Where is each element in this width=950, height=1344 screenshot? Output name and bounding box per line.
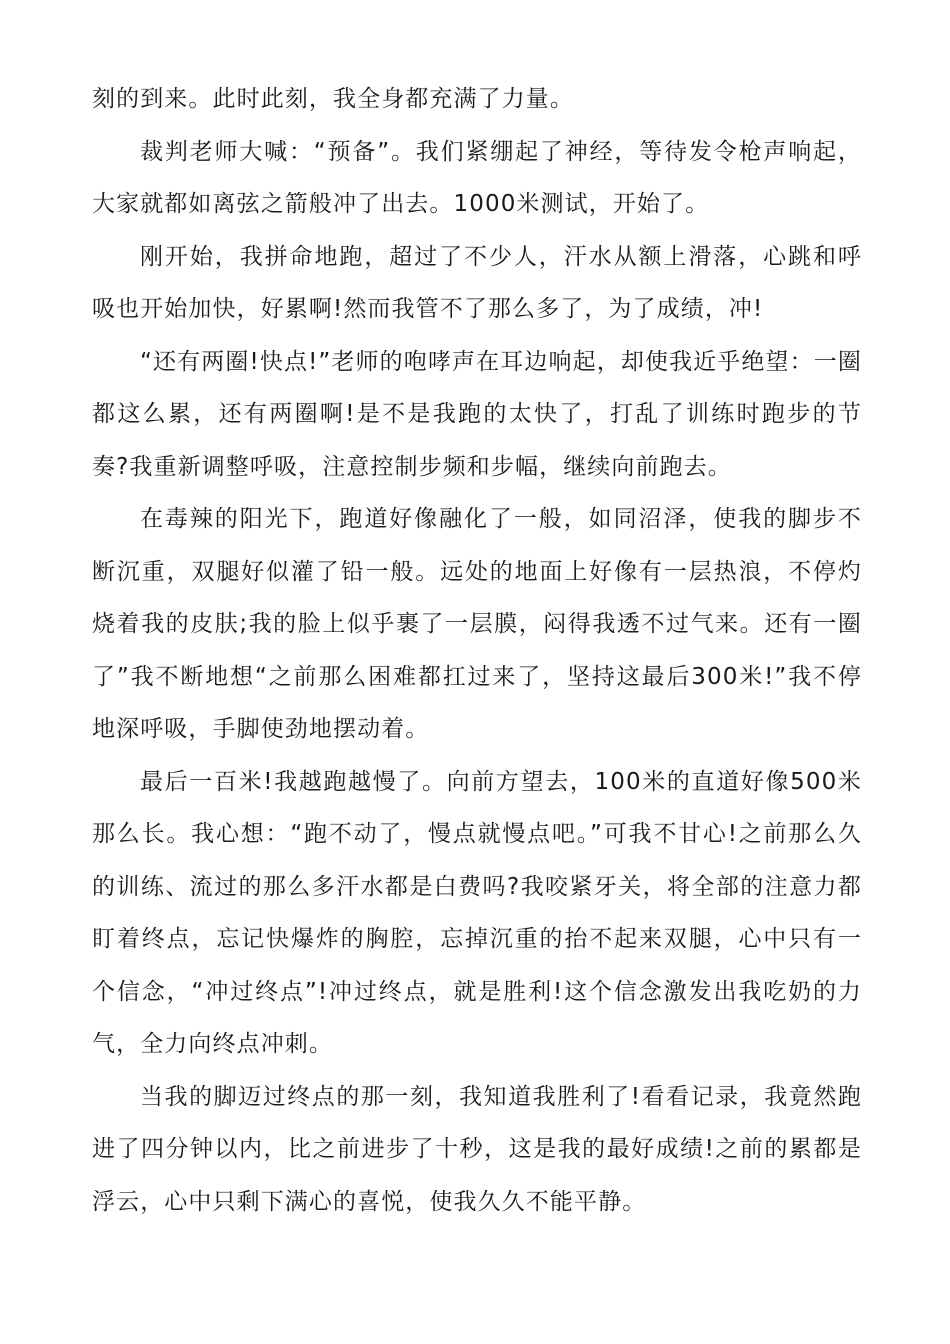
paragraph-3: 刚开始，我拼命地跑，超过了不少人，汗水从额上滑落，心跳和呼吸也开始加快，好累啊!然而我管不了那么多了，为了成绩，冲! <box>92 243 862 322</box>
paragraph-2: 裁判老师大喊：“预备”。我们紧绷起了神经，等待发令枪声响起，大家就都如离弦之箭般冲了出去。1000米测试，开始了。 <box>92 138 862 217</box>
paragraph-1: 刻的到来。此时此刻，我全身都充满了力量。 <box>92 86 574 112</box>
paragraph-4: “还有两圈!快点!”老师的咆哮声在耳边响起，却使我近乎绝望：一圈都这么累，还有两圈啊!是不是我跑的太快了，打乱了训练时跑步的节奏?我重新调整呼吸，注意控制步频和步幅，继续向前跑去。 <box>92 348 862 480</box>
paragraph-7: 当我的脚迈过终点的那一刻，我知道我胜利了!看看记录，我竟然跑进了四分钟以内，比之前进步了十秒，这是我的最好成绩!之前的累都是浮云，心中只剩下满心的喜悦，使我久久不能平静。 <box>92 1083 862 1215</box>
paragraph-5: 在毒辣的阳光下，跑道好像融化了一般，如同沼泽，使我的脚步不断沉重，双腿好似灌了铅一般。远处的地面上好像有一层热浪，不停灼烧着我的皮肤;我的脸上似乎裹了一层膜，闷得我透不过气来。还有一圈了”我不断地想“之前那么困难都扛过来了，坚持这最后300米!”我不停地深呼吸，手脚使劲地摆动着。 <box>92 506 862 742</box>
paragraph-6: 最后一百米!我越跑越慢了。向前方望去，100米的直道好像500米那么长。我心想：“跑不动了，慢点就慢点吧。”可我不甘心!之前那么久的训练、流过的那么多汗水都是白费吗?我咬紧牙关，将全部的注意力都盯着终点，忘记快爆炸的胸腔，忘掉沉重的抬不起来双腿，心中只有一个信念，“冲过终点”!冲过终点，就是胜利!这个信念激发出我吃奶的力气，全力向终点冲刺。 <box>92 768 862 1057</box>
document-body <box>92 73 862 1228</box>
